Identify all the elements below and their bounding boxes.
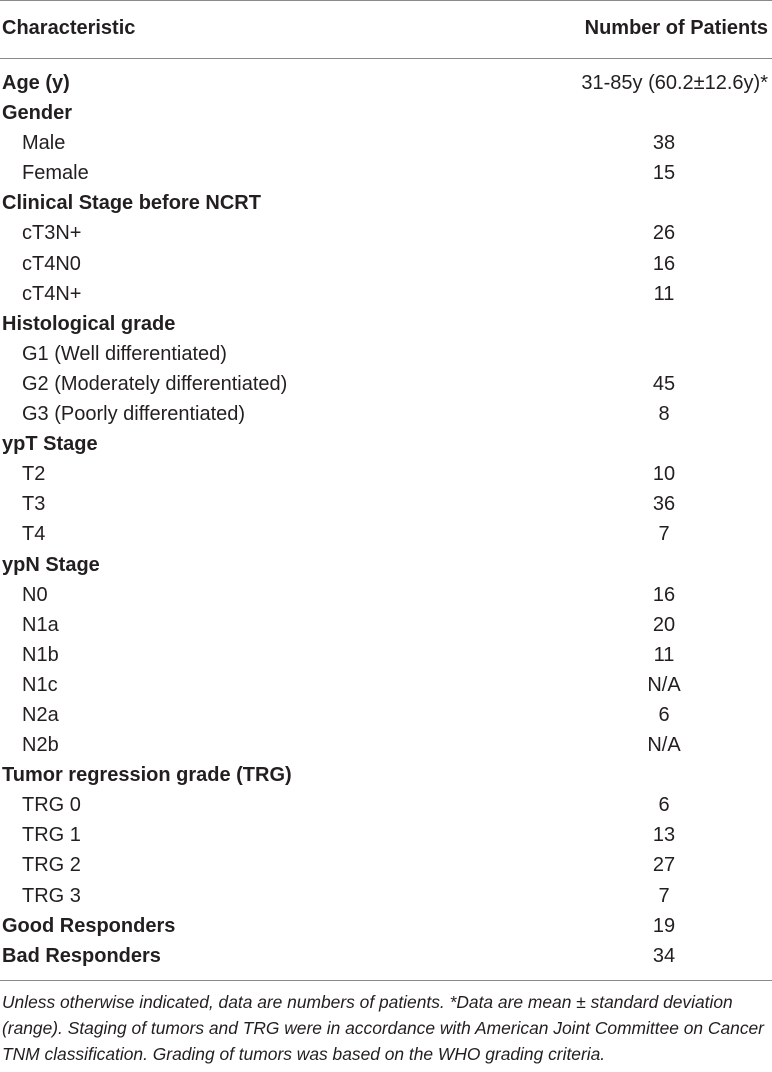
table-row [0,158,772,188]
row-value: 34 [652,944,676,967]
row-label: TRG 2 [22,854,81,877]
row-label: T2 [22,463,46,486]
table-row [0,249,772,279]
table-row [0,640,772,670]
row-value: 26 [652,222,676,245]
row-group-label: Histological grade [2,312,176,335]
table-bottom-rule [0,980,772,981]
row-value: N/A [647,734,681,757]
row-value: 27 [652,854,676,877]
table-row [0,369,772,399]
table-row [0,128,772,158]
row-value: 11 [653,643,675,666]
table-row [0,670,772,700]
row-value: 6 [658,794,670,817]
table-header-row [0,0,772,58]
row-value: 20 [652,613,676,636]
table-row [0,610,772,640]
row-value: 7 [658,523,670,546]
row-label: N0 [22,583,48,606]
table-row [0,850,772,880]
table-row [0,760,772,790]
row-label: G1 (Well differentiated) [22,342,227,365]
row-value: 16 [652,583,676,606]
row-value: 15 [652,162,676,185]
row-label: N1a [22,613,59,636]
row-label: TRG 1 [22,824,81,847]
table-row [0,911,772,941]
table-footnote: Unless otherwise indicated, data are numbers of patients. *Data are mean ± standard deviation (range). Staging of tumors and TRG were in accordance with American Joint Committee on Cancer TNM classification. Grading of tumors was based on the WHO grading criteria. [2,992,764,1064]
row-label: G2 (Moderately differentiated) [22,372,288,395]
row-label: N1b [22,643,59,666]
row-group-label: Clinical Stage before NCRT [2,192,261,215]
row-label: TRG 3 [22,884,81,907]
table-row [0,489,772,519]
row-value: 6 [658,703,670,726]
row-value: 8 [658,403,670,426]
row-group-label: ypT Stage [2,433,98,456]
row-value: 19 [652,914,676,937]
table-row [0,790,772,820]
row-label: cT3N+ [22,222,82,245]
table-row [0,279,772,309]
row-value: 38 [652,132,676,155]
table-row [0,98,772,128]
row-group-label: ypN Stage [2,553,100,576]
row-value: 11 [653,282,675,305]
table-row [0,339,772,369]
row-group-label: Tumor regression grade (TRG) [2,764,292,787]
row-group-label: Bad Responders [2,944,161,967]
row-value: N/A [647,673,681,696]
table-row [0,519,772,549]
row-label: cT4N+ [22,282,82,305]
row-group-label: Age (y) [2,72,70,94]
table-row [0,188,772,218]
table-header-rule [0,58,772,59]
header-number-of-patients: Number of Patients [584,17,768,39]
table-row [0,550,772,580]
table-row [0,881,772,911]
row-label: T3 [22,493,46,516]
row-value: 13 [652,824,676,847]
row-value: 7 [658,884,670,907]
table-row [0,68,772,98]
table-row [0,700,772,730]
table-row [0,429,772,459]
table-row [0,459,772,489]
table-row [0,820,772,850]
row-label: N1c [22,673,58,696]
row-value: 45 [652,372,676,395]
table-row [0,399,772,429]
table-row [0,730,772,760]
row-label: G3 (Poorly differentiated) [22,403,246,426]
row-label: Female [22,162,89,185]
table-body [0,68,772,971]
table-row [0,309,772,339]
row-label: N2a [22,703,59,726]
row-value: 36 [652,493,676,516]
table-row [0,580,772,610]
row-value: 10 [652,463,676,486]
row-value: 16 [652,252,676,275]
row-value: 31-85y (60.2±12.6y)* [581,72,768,94]
table-row [0,218,772,248]
row-label: N2b [22,734,59,757]
header-characteristic: Characteristic [2,17,136,39]
row-label: Male [22,132,66,155]
row-group-label: Gender [2,102,73,125]
row-label: T4 [22,523,46,546]
table-row [0,941,772,971]
row-group-label: Good Responders [2,914,176,937]
row-label: cT4N0 [22,252,81,275]
row-label: TRG 0 [22,794,81,817]
